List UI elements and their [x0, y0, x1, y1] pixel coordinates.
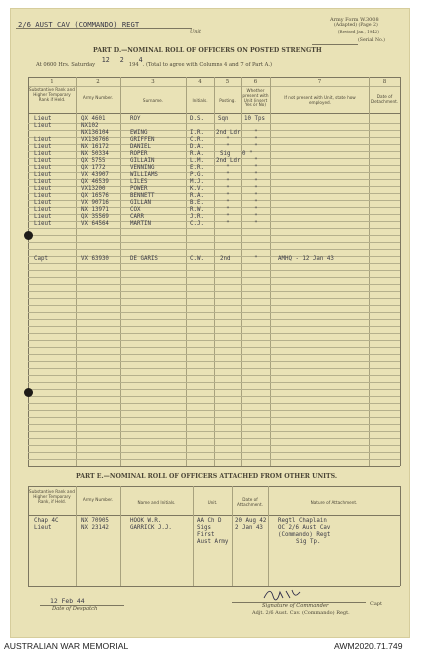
- row-army-number: NX102: [81, 123, 99, 129]
- row-initials: D.S.: [190, 116, 204, 122]
- row-initials: J.R.: [190, 214, 204, 220]
- row-posting: ": [226, 200, 230, 206]
- col-header-rank: Substantive Rank and Higher Temporary Rank if Held.: [29, 87, 75, 102]
- capt-army-number: VX 63930: [81, 256, 109, 262]
- despatch-date: 12 Feb 44: [50, 597, 85, 605]
- row-posting: ": [226, 193, 230, 199]
- col-header-nature: Nature of Attachment.: [310, 500, 358, 505]
- form-date: (Revised Jan., 1942): [338, 29, 379, 34]
- row-posting: Sig: [220, 151, 231, 157]
- col-divider-5: [268, 486, 269, 586]
- row-rank: Lieut: [34, 221, 52, 227]
- row-posting: 2nd Ldr: [216, 130, 241, 136]
- row-rank: Lieut: [34, 144, 52, 150]
- row-initials: K.V.: [190, 186, 204, 192]
- row-present: 0 ": [242, 151, 253, 157]
- signature-label: Signature of Commander: [262, 603, 329, 609]
- col-header-posting: Posting.: [219, 98, 236, 103]
- col-header-detachment: Date of Detachment.: [370, 94, 399, 104]
- ruled-line: [28, 340, 400, 341]
- punch-hole: [24, 231, 33, 240]
- col-divider-2: [120, 77, 121, 466]
- row-present: 10 Tps: [244, 116, 265, 122]
- row-posting: ": [226, 172, 230, 178]
- table-border-bottom: [28, 466, 400, 467]
- ruled-line: [28, 228, 400, 229]
- col-divider-3: [186, 77, 187, 466]
- row-present: ": [254, 144, 258, 150]
- ruled-line: [28, 375, 400, 376]
- att-rank: Chap 4C: [34, 518, 59, 524]
- row-rank: Lieut: [34, 186, 52, 192]
- caption-left: AUSTRALIAN WAR MEMORIAL: [4, 641, 129, 651]
- serial-label: (Serial No.): [358, 38, 385, 43]
- ruled-line: [28, 396, 400, 397]
- ruled-line: [28, 403, 400, 404]
- col-header-employed: If not present with Unit, state how employed.: [284, 95, 356, 105]
- ruled-line: [28, 291, 400, 292]
- row-rank: Lieut: [34, 123, 52, 129]
- ruled-line: [28, 431, 400, 432]
- capt-label: Capt: [370, 601, 383, 607]
- row-present: ": [254, 221, 258, 227]
- ruled-line: [28, 361, 400, 362]
- row-army-number: NX 16172: [81, 144, 109, 150]
- att-unit: First: [197, 532, 215, 538]
- row-present: ": [254, 186, 258, 192]
- row-posting: ": [226, 207, 230, 213]
- row-rank: Lieut: [34, 158, 52, 164]
- row-initials: M.J.: [190, 179, 204, 185]
- ruled-line: [28, 319, 400, 320]
- roll-total-note: . (Total to agree with Columns 4 and 7 of Part A.): [142, 62, 272, 68]
- row-army-number: VX 64564: [81, 221, 109, 227]
- row-initials: E.R.: [190, 165, 204, 171]
- row-army-number: NX 50334: [81, 151, 109, 157]
- ruled-line: [28, 333, 400, 334]
- row-surname: GILLAIN: [130, 158, 155, 164]
- col-number: 1: [50, 79, 54, 85]
- row-rank: Lieut: [34, 207, 52, 213]
- ruled-line: [28, 424, 400, 425]
- row-rank: Lieut: [34, 116, 52, 122]
- ruled-line: [28, 347, 400, 348]
- row-army-number: QX 46539: [81, 179, 109, 185]
- row-initials: L.M.: [190, 158, 204, 164]
- att-date: 20 Aug 42: [235, 518, 267, 524]
- ruled-line: [28, 263, 400, 264]
- col-divider-6: [270, 77, 271, 466]
- ruled-line: [28, 417, 400, 418]
- row-posting: ": [226, 165, 230, 171]
- unit-name: 2/6 AUST CAV (COMMANDO) REGT: [18, 20, 140, 29]
- table-border-bottom: [28, 586, 400, 587]
- col-header-present: Whether present with Unit (insert Yes or No): [242, 88, 269, 108]
- row-surname: LILES: [130, 179, 148, 185]
- capt-employed: AMHQ - 12 Jan 43: [278, 256, 334, 262]
- row-army-number: QX 16576: [81, 193, 109, 199]
- att-unit: Sigs: [197, 525, 211, 531]
- row-rank: Lieut: [34, 179, 52, 185]
- row-posting: ": [226, 179, 230, 185]
- capt-present: ": [254, 256, 258, 262]
- col-header-surname: Surname.: [142, 98, 164, 103]
- att-date: 2 Jan 43: [235, 525, 263, 531]
- roll-day: 12: [101, 56, 110, 64]
- ruled-line: [28, 270, 400, 271]
- row-army-number: VX136766: [81, 137, 109, 143]
- row-surname: COX: [130, 207, 141, 213]
- row-initials: D.A.: [190, 144, 204, 150]
- row-posting: ": [226, 214, 230, 220]
- row-army-number: VX 90716: [81, 200, 109, 206]
- row-initials: P.G.: [190, 172, 204, 178]
- ruled-line: [28, 312, 400, 313]
- row-army-number: QX 1772: [81, 165, 106, 171]
- unit-underline: [16, 28, 192, 29]
- row-present: ": [254, 137, 258, 143]
- col-number: 2: [96, 79, 100, 85]
- row-surname: MARTIN: [130, 221, 151, 227]
- row-army-number: QX 4601: [81, 116, 106, 122]
- punch-hole: [24, 388, 33, 397]
- row-surname: BENNETT: [130, 193, 155, 199]
- header-divider: [28, 515, 400, 516]
- table-border-top: [28, 486, 400, 487]
- att-nature: (Commando) Regt: [278, 532, 331, 538]
- att-unit: Aust Army: [197, 539, 229, 545]
- row-rank: Lieut: [34, 137, 52, 143]
- row-initials: R.W.: [190, 207, 204, 213]
- part-e-title: PART E.—NOMINAL ROLL OF OFFICERS ATTACHED FROM OTHER UNITS.: [76, 473, 338, 480]
- ruled-line: [28, 389, 400, 390]
- roll-year: 4: [138, 56, 143, 64]
- row-present: ": [254, 158, 258, 164]
- row-army-number: NX136104: [81, 130, 109, 136]
- row-present: ": [254, 179, 258, 185]
- att-rank: Lieut: [34, 525, 52, 531]
- row-surname: GRIFFEN: [130, 137, 155, 143]
- row-rank: Lieut: [34, 214, 52, 220]
- row-surname: ROPER: [130, 151, 148, 157]
- ruled-line: [28, 242, 400, 243]
- ruled-line: [28, 445, 400, 446]
- row-surname: ROY: [130, 116, 141, 122]
- col-header-army-number: Army Number.: [82, 95, 114, 100]
- row-present: ": [254, 130, 258, 136]
- table-border-right: [400, 77, 401, 466]
- row-posting: ": [226, 144, 230, 150]
- att-army-number: NX 70905: [81, 518, 109, 524]
- row-present: ": [254, 193, 258, 199]
- ruled-line: [28, 305, 400, 306]
- col-header-name: Name and Initials.: [137, 500, 176, 505]
- row-present: ": [254, 172, 258, 178]
- row-army-number: NX 13971: [81, 207, 109, 213]
- capt-rank: Capt: [34, 256, 48, 262]
- col-divider-5: [241, 77, 242, 466]
- ruled-line: [28, 277, 400, 278]
- row-posting: ": [226, 221, 230, 227]
- row-posting: ": [226, 186, 230, 192]
- col-header-initials: Initials.: [192, 98, 208, 103]
- roll-year-prefix: 194: [128, 62, 139, 68]
- at-hours-label: At 0600 Hrs. Saturday: [36, 62, 96, 68]
- form-number: Army Form W.3008: [330, 17, 379, 23]
- ruled-line: [28, 354, 400, 355]
- col-divider-1: [76, 77, 77, 466]
- row-army-number: QX 35569: [81, 214, 109, 220]
- col-header-rank: Substantive Rank and Higher Temporary Rank, if Held.: [29, 489, 75, 504]
- col-number: 6: [253, 79, 258, 85]
- row-rank: Lieut: [34, 151, 52, 157]
- col-number: 7: [317, 79, 322, 85]
- row-posting: 2nd Ldr: [216, 158, 241, 164]
- col-number: 3: [151, 79, 155, 85]
- att-name: GARRICK J.J.: [130, 525, 172, 531]
- table-border-right: [400, 486, 401, 586]
- col-divider-4: [214, 77, 215, 466]
- att-army-number: NX 23142: [81, 525, 109, 531]
- despatch-label: Date of Despatch: [52, 606, 98, 612]
- col-header-date: Date of Attachment.: [237, 497, 263, 507]
- ruled-line: [28, 459, 400, 460]
- ruled-line: [28, 438, 400, 439]
- ruled-line: [28, 410, 400, 411]
- row-army-number: QX 5755: [81, 158, 106, 164]
- att-nature: OC 2/6 Aust Cav: [278, 525, 331, 531]
- row-rank: Lieut: [34, 200, 52, 206]
- ruled-line: [28, 368, 400, 369]
- col-number: 8: [382, 79, 387, 85]
- part-d-date-line: [36, 56, 272, 68]
- ruled-line: [28, 452, 400, 453]
- ruled-line: [28, 284, 400, 285]
- capt-posting: 2nd: [220, 256, 231, 262]
- part-d-title: PART D.—NOMINAL ROLL OF OFFICERS ON POSTED STRENGTH: [93, 47, 322, 54]
- row-posting: ": [226, 137, 230, 143]
- row-surname: EWING: [130, 130, 148, 136]
- att-nature: Sig Tp.: [296, 539, 321, 545]
- col-header-army-number: Army Number.: [82, 497, 114, 502]
- row-posting: Sqn: [218, 116, 229, 122]
- commander-signature: [262, 586, 304, 602]
- row-surname: CARR: [130, 214, 144, 220]
- row-initials: I.R.: [190, 130, 204, 136]
- att-nature: Regtl Chaplain: [278, 518, 327, 524]
- row-present: ": [254, 214, 258, 220]
- col-divider-7: [369, 77, 370, 466]
- col-number: 4: [198, 79, 202, 85]
- row-surname: DANIEL: [130, 144, 151, 150]
- row-surname: GILLAN: [130, 200, 151, 206]
- row-present: ": [254, 200, 258, 206]
- capt-surname: DE GARIS: [130, 256, 158, 262]
- att-name: HOOK W.R.: [130, 518, 162, 524]
- adjutant-label: Adjt. 2/6 Aust. Cav. (Commando) Regt.: [252, 610, 350, 616]
- ruled-line: [28, 249, 400, 250]
- table-border-left: [28, 77, 29, 466]
- row-surname: WILLIAMS: [130, 172, 158, 178]
- row-surname: POWER: [130, 186, 148, 192]
- row-army-number: VX 43907: [81, 172, 109, 178]
- row-initials: C.J.: [190, 221, 204, 227]
- form-adapted: (Adapted) (Page 2): [334, 23, 378, 28]
- caption-right: AWM2020.71.749: [334, 641, 403, 651]
- row-initials: C.R.: [190, 137, 204, 143]
- ruled-line: [28, 235, 400, 236]
- row-initials: R.A.: [190, 151, 204, 157]
- row-army-number: VX13200: [81, 186, 106, 192]
- ruled-line: [28, 326, 400, 327]
- caption-bar: [0, 639, 421, 653]
- unit-label: Unit: [190, 29, 202, 35]
- serial-line: [312, 44, 358, 45]
- roll-month: 2: [119, 56, 124, 64]
- row-surname: VENNING: [130, 165, 155, 171]
- col-header-unit: Unit.: [207, 500, 218, 505]
- row-present: ": [254, 165, 258, 171]
- att-unit: AA Ch D: [197, 518, 222, 524]
- row-initials: B.E.: [190, 200, 204, 206]
- row-rank: Lieut: [34, 193, 52, 199]
- row-rank: Lieut: [34, 172, 52, 178]
- row-present: ": [254, 207, 258, 213]
- row-initials: R.A.: [190, 193, 204, 199]
- ruled-line: [28, 382, 400, 383]
- col-number: 5: [225, 79, 230, 85]
- ruled-line: [28, 298, 400, 299]
- capt-initials: C.W.: [190, 256, 204, 262]
- row-rank: Lieut: [34, 165, 52, 171]
